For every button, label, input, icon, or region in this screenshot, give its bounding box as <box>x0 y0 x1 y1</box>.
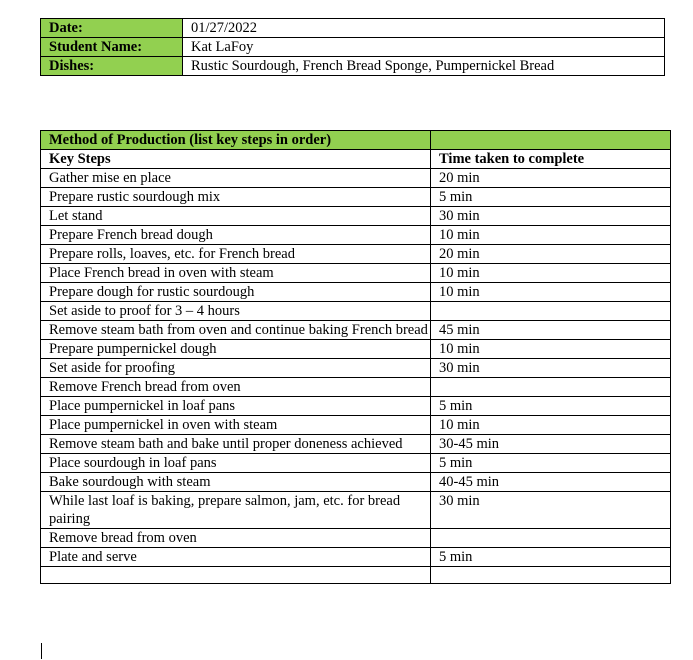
dishes-value[interactable]: Rustic Sourdough, French Bread Sponge, Pumpernickel Bread <box>183 57 665 76</box>
step-cell[interactable]: Set aside for proofing <box>41 359 431 378</box>
time-cell[interactable]: 5 min <box>431 188 671 207</box>
table-row <box>41 529 671 548</box>
table-row <box>41 435 671 454</box>
step-cell[interactable]: Gather mise en place <box>41 169 431 188</box>
student-name-value[interactable]: Kat LaFoy <box>183 38 665 57</box>
method-title-row <box>41 131 671 150</box>
column-header-row <box>41 150 671 169</box>
time-cell[interactable]: 10 min <box>431 226 671 245</box>
empty-time-cell[interactable] <box>431 567 671 584</box>
method-title-blank-cell[interactable] <box>431 131 671 150</box>
step-cell[interactable]: Place pumpernickel in oven with steam <box>41 416 431 435</box>
col-time-taken: Time taken to complete <box>431 150 671 169</box>
time-cell[interactable] <box>431 302 671 321</box>
time-cell[interactable]: 40-45 min <box>431 473 671 492</box>
time-cell[interactable]: 30 min <box>431 359 671 378</box>
dishes-row <box>41 57 665 76</box>
table-row <box>41 188 671 207</box>
dishes-label: Dishes: <box>41 57 183 76</box>
table-row <box>41 454 671 473</box>
step-cell[interactable]: Remove bread from oven <box>41 529 431 548</box>
method-title: Method of Production (list key steps in order) <box>41 131 431 150</box>
table-row <box>41 264 671 283</box>
step-cell[interactable]: Bake sourdough with steam <box>41 473 431 492</box>
step-cell[interactable]: Prepare rolls, loaves, etc. for French bread <box>41 245 431 264</box>
text-cursor <box>41 643 42 659</box>
table-row <box>41 492 671 529</box>
table-row <box>41 283 671 302</box>
step-cell[interactable]: Let stand <box>41 207 431 226</box>
time-cell[interactable]: 30 min <box>431 207 671 226</box>
info-table <box>40 18 665 76</box>
table-row <box>41 169 671 188</box>
table-row <box>41 302 671 321</box>
step-cell[interactable]: Place French bread in oven with steam <box>41 264 431 283</box>
table-row <box>41 321 671 340</box>
step-cell[interactable]: Remove French bread from oven <box>41 378 431 397</box>
time-cell[interactable] <box>431 529 671 548</box>
date-value[interactable]: 01/27/2022 <box>183 19 665 38</box>
date-row <box>41 19 665 38</box>
time-cell[interactable]: 20 min <box>431 245 671 264</box>
step-cell[interactable]: Place sourdough in loaf pans <box>41 454 431 473</box>
table-row <box>41 378 671 397</box>
time-cell[interactable]: 10 min <box>431 264 671 283</box>
col-key-steps: Key Steps <box>41 150 431 169</box>
step-cell[interactable]: Prepare pumpernickel dough <box>41 340 431 359</box>
method-table <box>40 130 671 584</box>
table-row <box>41 397 671 416</box>
time-cell[interactable]: 10 min <box>431 340 671 359</box>
table-row <box>41 473 671 492</box>
student-row <box>41 38 665 57</box>
time-cell[interactable] <box>431 378 671 397</box>
step-cell[interactable]: Set aside to proof for 3 – 4 hours <box>41 302 431 321</box>
time-cell[interactable]: 30 min <box>431 492 671 529</box>
step-cell[interactable]: Plate and serve <box>41 548 431 567</box>
table-row <box>41 226 671 245</box>
table-row <box>41 416 671 435</box>
date-label: Date: <box>41 19 183 38</box>
time-cell[interactable]: 45 min <box>431 321 671 340</box>
time-cell[interactable]: 10 min <box>431 416 671 435</box>
time-cell[interactable]: 5 min <box>431 397 671 416</box>
step-cell[interactable]: Prepare dough for rustic sourdough <box>41 283 431 302</box>
time-cell[interactable]: 5 min <box>431 548 671 567</box>
step-cell[interactable]: Prepare French bread dough <box>41 226 431 245</box>
table-row <box>41 340 671 359</box>
step-cell[interactable]: Remove steam bath and bake until proper doneness achieved <box>41 435 431 454</box>
table-row <box>41 245 671 264</box>
time-cell[interactable]: 20 min <box>431 169 671 188</box>
empty-table-row <box>41 567 671 584</box>
table-row <box>41 207 671 226</box>
step-cell[interactable]: Remove steam bath from oven and continue baking French bread <box>41 321 431 340</box>
step-cell[interactable]: While last loaf is baking, prepare salmon, jam, etc. for bread pairing <box>41 492 431 529</box>
empty-step-cell[interactable] <box>41 567 431 584</box>
step-cell[interactable]: Place pumpernickel in loaf pans <box>41 397 431 416</box>
step-cell[interactable]: Prepare rustic sourdough mix <box>41 188 431 207</box>
table-row <box>41 359 671 378</box>
table-row <box>41 548 671 567</box>
time-cell[interactable]: 5 min <box>431 454 671 473</box>
student-name-label: Student Name: <box>41 38 183 57</box>
time-cell[interactable]: 10 min <box>431 283 671 302</box>
time-cell[interactable]: 30-45 min <box>431 435 671 454</box>
